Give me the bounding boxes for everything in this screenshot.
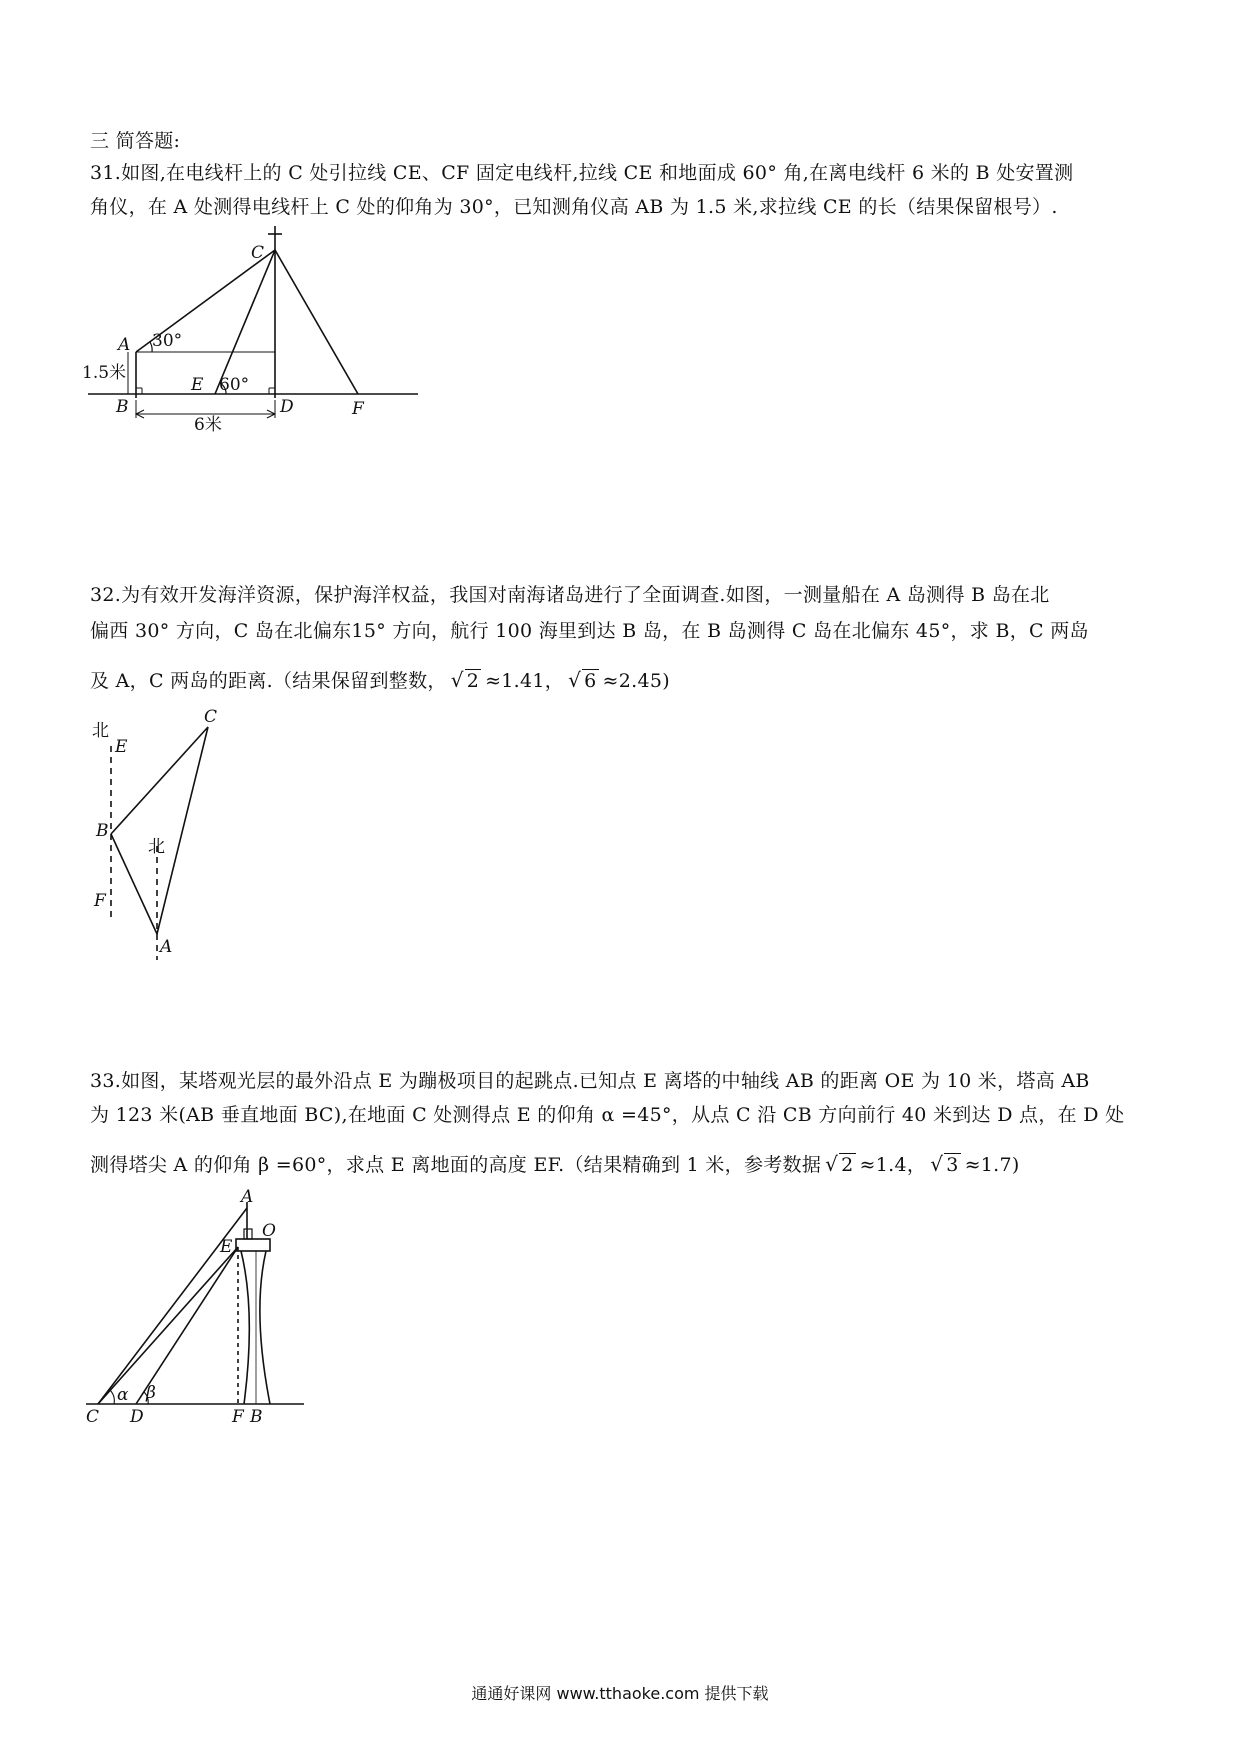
q32-label-B: B [96,821,109,841]
q33-label-A: A [241,1187,254,1207]
q31-label-B: B [116,397,129,417]
q33-radicand-2: 3 [946,1154,959,1176]
q32-approx-2: ≈2.45) [602,670,670,692]
q32-figure [86,706,236,961]
sqrt-symbol: √ 2 [825,1152,854,1176]
q31-text-line-1: 31.如图,在电线杆上的 C 处引拉线 CE、CF 固定电线杆,拉线 CE 和地面成 60° 角,在离电线杆 6 米的 B 处安置测 [90,162,1074,184]
q31-distance-label: 6米 [194,415,222,435]
q33-tower-left [241,1251,249,1404]
q33-figure [86,1187,306,1427]
q31-figure [82,228,418,435]
q33-line-3-prefix: 测得塔尖 A 的仰角 β =60°，求点 E 离地面的高度 EF.（结果精确到 1 米，参考数据 [90,1154,822,1176]
q31-text-line-2: 角仪，在 A 处测得电线杆上 C 处的仰角为 30°，已知测角仪高 AB 为 1.5 米,求拉线 CE 的长（结果保留根号）. [90,196,1058,218]
q31-label-D: D [280,397,294,417]
q32-label-C: C [204,707,218,727]
q33-radicand-1: 2 [841,1154,854,1176]
q32-radicand-1: 2 [466,670,480,692]
q31-label-E: E [191,375,204,395]
page-footer: 通通好课网 www.tthaoke.com 提供下载 [471,1684,769,1703]
q32-text-line-1: 32.为有效开发海洋资源，保护海洋权益，我国对南海诸岛进行了全面调查.如图，一测量船在 A 岛测得 B 岛在北 [90,584,1050,606]
q32-label-A: A [160,937,173,957]
q31-label-A: A [118,335,131,355]
q31-height-label: 1.5米 [82,363,127,383]
q31-angle-E: 60° [219,375,250,395]
q33-sightline-CE [98,1247,238,1404]
q33-label-B: B [250,1407,263,1427]
q33-alpha: α [117,1385,129,1405]
q33-text-line-3 [90,1150,1020,1177]
q33-approx-1: ≈1.4， [859,1154,927,1176]
sqrt-symbol: √ 3 [930,1152,959,1176]
sqrt-symbol: √ 2 [450,668,480,692]
q33-label-D: D [130,1407,144,1427]
q32-radicand-2: 6 [584,670,597,692]
q32-label-F: F [94,891,106,911]
q33-text-line-2: 为 123 米(AB 垂直地面 BC),在地面 C 处测得点 E 的仰角 α =45°，从点 C 沿 CB 方向前行 40 米到达 D 点，在 D 处 [90,1104,1125,1126]
q32-approx-1: ≈1.41， [485,670,565,692]
q33-beta: β [146,1383,156,1403]
q32-label-E: E [115,737,128,757]
q32-north-label-1: 北 [92,721,109,741]
section-title: 三 简答题: [90,130,181,152]
q33-label-F: F [232,1407,244,1427]
q32-segment-AC [157,727,208,934]
q32-line-3-prefix: 及 A，C 两岛的距离.（结果保留到整数， [90,670,447,692]
q33-label-O: O [262,1221,276,1241]
q32-text-line-3 [90,666,670,693]
q33-approx-2: ≈1.7) [964,1154,1020,1176]
q31-angle-A: 30° [152,331,183,351]
sqrt-symbol: √ 6 [568,668,597,692]
q33-label-E: E [220,1237,233,1257]
q32-north-label-2: 北 [148,837,165,857]
q33-text-line-1: 33.如图，某塔观光层的最外沿点 E 为蹦极项目的起跳点.已知点 E 离塔的中轴线 AB 的距离 OE 为 10 米，塔高 AB [90,1070,1090,1092]
q31-wire-CF [275,250,358,394]
q32-text-line-2: 偏西 30° 方向，C 岛在北偏东15° 方向，航行 100 海里到达 B 岛，在 B 岛测得 C 岛在北偏东 45°，求 B，C 两岛 [90,620,1089,642]
q31-label-F: F [352,399,364,419]
q33-tower-right [260,1251,270,1404]
q31-label-C: C [251,243,265,263]
q33-label-C: C [86,1407,100,1427]
